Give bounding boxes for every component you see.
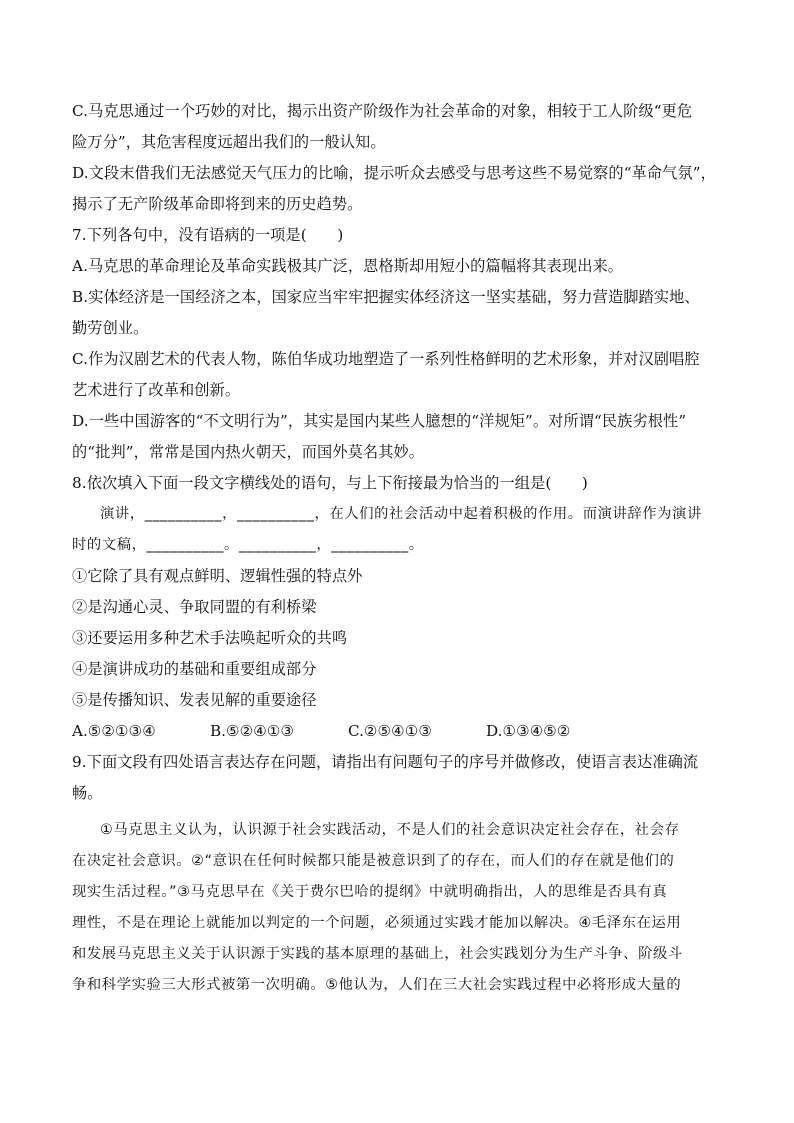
- question-9: [72, 747, 724, 1001]
- q6-option-c: [72, 96, 724, 158]
- question-stem: 7.下列各句中，没有语病的一项是( ): [72, 226, 344, 244]
- option-b-cont: 勤劳创业。: [72, 319, 149, 337]
- list-item: ④是演讲成功的基础和重要组成部分: [72, 660, 317, 678]
- passage-line: 在决定社会意识。②“意识在任何时候都只能是被意识到了的存在，而人们的存在就是他们的: [72, 853, 675, 869]
- option-b: B.实体经济是一国经济之本，国家应当牢牢把握实体经济这一坚实基础，努力营造脚踏实地、: [72, 288, 700, 306]
- list-item: ①它除了具有观点鲜明、逻辑性强的特点外: [72, 567, 363, 585]
- list-item: ③还要运用多种艺术手法唤起听众的共鸣: [72, 629, 348, 647]
- option-d-cont: 的“批判”，常常是国内热火朝天，而国外莫名其妙。: [72, 443, 425, 461]
- option-c-cont: 艺术进行了改革和创新。: [72, 381, 241, 399]
- passage-line: 理性，不是在理论上就能加以判定的一个问题，必须通过实践才能加以解决。④毛泽东在运用: [72, 915, 682, 931]
- question-stem: 9.下面文段有四处语言表达存在问题，请指出有问题句子的序号并做修改，使语言表达准确流: [72, 753, 699, 771]
- passage-line: 争和科学实验三大形式被第一次明确。⑤他认为，人们在三大社会实践过程中必将形成大量的: [72, 977, 682, 993]
- question-7: [72, 220, 724, 468]
- option-d: D.一些中国游客的“不文明行为”，其实是国内某些人臆想的“洋规矩”。对所谓“民族劣根性”: [72, 412, 687, 430]
- text-line: 险万分”，其危害程度远超出我们的一般认知。: [72, 133, 386, 151]
- text-line: D.文段末借我们无法感觉天气压力的比喻，提示听众去感受与思考这些不易觉察的“革命气氛”，: [72, 164, 716, 182]
- passage-line: ①马克思主义认为，认识源于社会实践活动，不是人们的社会意识决定社会存在，社会存: [100, 822, 680, 838]
- passage-line: 现实生活过程。”③马克思早在《关于费尔巴哈的提纲》中就明确指出，人的思维是否具有真: [72, 884, 668, 900]
- option-c: C.作为汉剧艺术的代表人物，陈伯华成功地塑造了一系列性格鲜明的艺术形象，并对汉剧唱腔: [72, 350, 700, 368]
- choice-c: C.②⑤④①③: [348, 722, 432, 740]
- choice-b: B.⑤②④①③: [210, 722, 295, 740]
- question-stem-cont: 畅。: [72, 784, 103, 802]
- q6-option-d: [72, 158, 724, 220]
- question-8: [72, 468, 724, 747]
- choice-d: D.①③④⑤②: [486, 722, 571, 740]
- text-line: C.马克思通过一个巧妙的对比，揭示出资产阶级作为社会革命的对象，相较于工人阶级“更危: [72, 102, 693, 120]
- passage-line: 和发展马克思主义关于认识源于实践的基本原理的基础上，社会实践划分为生产斗争、阶级斗: [72, 946, 683, 962]
- answer-choices: [72, 716, 724, 747]
- text-line: 揭示了无产阶级革命即将到来的历史趋势。: [72, 195, 363, 213]
- choice-a: A.⑤②①③④: [72, 722, 156, 740]
- list-item: ⑤是传播知识、发表见解的重要途径: [72, 691, 317, 709]
- option-a: A.马克思的革命理论及革命实践极其广泛，恩格斯却用短小的篇幅将其表现出来。: [72, 257, 624, 275]
- list-item: ②是沟通心灵、争取同盟的有利桥梁: [72, 598, 317, 616]
- passage-line: 时的文稿，__________。__________，__________。: [72, 537, 424, 553]
- exam-page: [72, 96, 724, 1001]
- question-stem: 8.依次填入下面一段文字横线处的语句，与上下衔接最为恰当的一组是( ): [72, 474, 588, 492]
- passage-line: 演讲，__________，__________，在人们的社会活动中起着积极的作用。而演讲辞作为演讲: [100, 506, 702, 522]
